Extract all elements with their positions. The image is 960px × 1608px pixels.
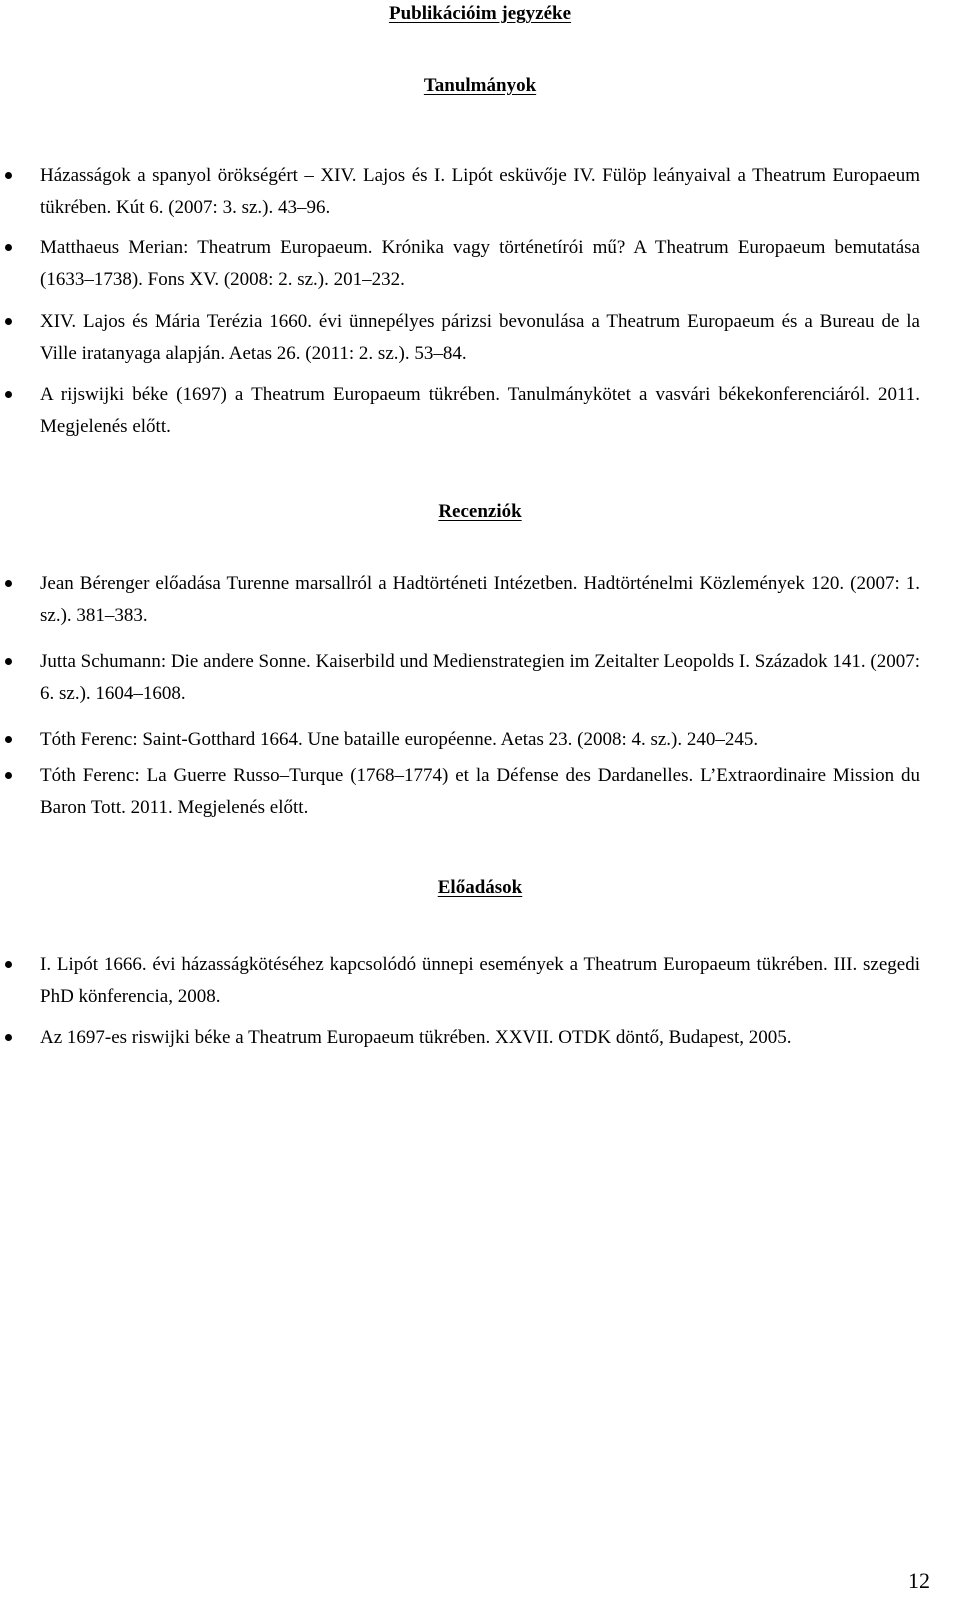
section-heading-recenziok: Recenziók	[438, 501, 522, 522]
list-item	[40, 232, 920, 296]
list-item	[40, 949, 920, 1013]
bullet-icon	[6, 949, 28, 981]
bullet-icon	[6, 379, 28, 411]
list-item-text: Jutta Schumann: Die andere Sonne. Kaiserbild und Medienstrategien im Zeitalter Leopolds I. Századok 141. (2007: 6. sz.). 1604–1608.	[40, 651, 920, 704]
list-item	[40, 646, 920, 710]
list-item	[40, 306, 920, 370]
page-number: 12	[908, 1568, 930, 1593]
list-item-text: Jean Bérenger előadása Turenne marsallról a Hadtörténeti Intézetben. Hadtörténelmi Közlemények 120. (2007: 1. sz.). 381–383.	[40, 573, 920, 626]
bullet-icon	[6, 232, 28, 264]
list-item-text: Az 1697-es riswijki béke a Theatrum Europaeum tükrében. XXVII. OTDK döntő, Budapest, 2005.	[40, 1027, 792, 1048]
list-item-text: Tóth Ferenc: La Guerre Russo–Turque (1768–1774) et la Défense des Dardanelles. L’Extraordinaire Mission du Baron Tott. 2011. Megjelenés előtt.	[40, 765, 920, 818]
list-item	[40, 568, 920, 632]
document-title: Publikációim jegyzéke	[388, 3, 572, 24]
bullet-icon	[6, 160, 28, 192]
list-item	[40, 160, 920, 224]
list-item	[40, 724, 920, 756]
bullet-icon	[6, 306, 28, 338]
list-item-text: Házasságok a spanyol örökségért – XIV. Lajos és I. Lipót esküvője IV. Fülöp leányaival a Theatrum Europaeum tükrében. Kút 6. (2007: 3. sz.). 43–96.	[40, 165, 920, 218]
bullet-icon	[6, 646, 28, 678]
bullet-icon	[6, 724, 28, 756]
list-item	[40, 379, 920, 443]
section-heading-tanulmanyok: Tanulmányok	[423, 75, 537, 96]
list-item	[40, 760, 920, 824]
list-item	[40, 1022, 920, 1054]
list-item-text: XIV. Lajos és Mária Terézia 1660. évi ünnepélyes párizsi bevonulása a Theatrum Europaeum és a Bureau de la Ville iratanyaga alapján. Aetas 26. (2011: 2. sz.). 53–84.	[40, 311, 920, 364]
list-item-text: A rijswijki béke (1697) a Theatrum Europaeum tükrében. Tanulmánykötet a vasvári békekonferenciáról. 2011. Megjelenés előtt.	[40, 384, 920, 437]
section-heading-eloadasok: Előadások	[437, 877, 523, 898]
bullet-icon	[6, 1022, 28, 1054]
list-item-text: Matthaeus Merian: Theatrum Europaeum. Krónika vagy történetírói mű? A Theatrum Europaeum bemutatása (1633–1738). Fons XV. (2008: 2. sz.). 201–232.	[40, 237, 920, 290]
bullet-icon	[6, 568, 28, 600]
bullet-icon	[6, 760, 28, 792]
list-item-text: Tóth Ferenc: Saint-Gotthard 1664. Une bataille européenne. Aetas 23. (2008: 4. sz.). 240–245.	[40, 729, 759, 750]
list-item-text: I. Lipót 1666. évi házasságkötéséhez kapcsolódó ünnepi események a Theatrum Europaeum tükrében. III. szegedi PhD könferencia, 2008.	[40, 954, 920, 1007]
